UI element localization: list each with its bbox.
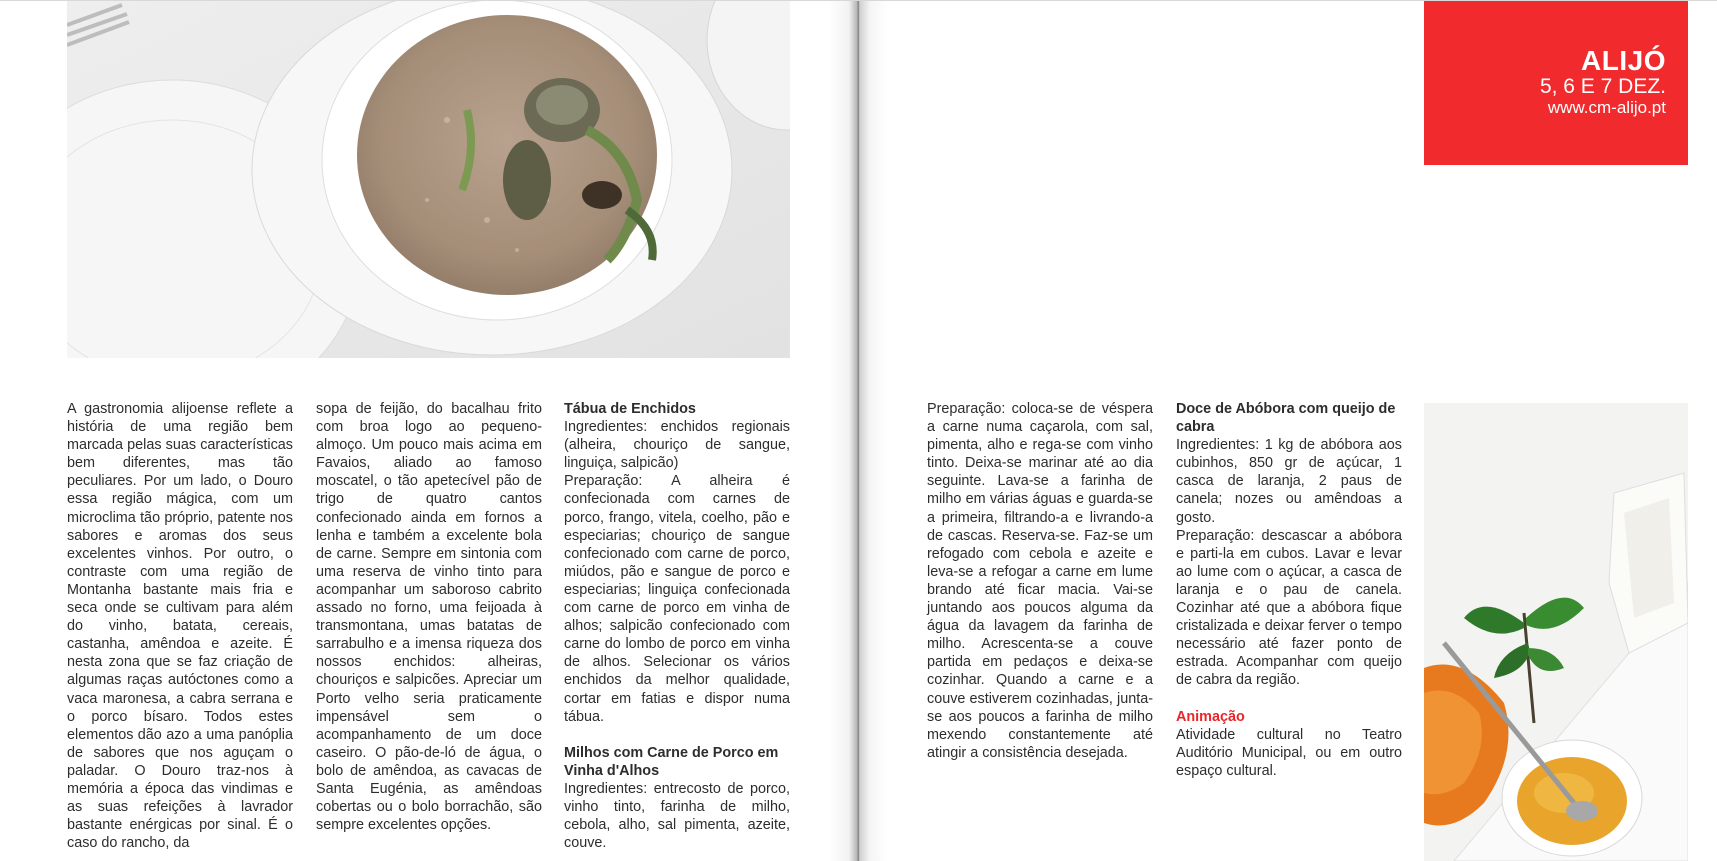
event-url[interactable]: www.cm-alijo.pt [1547, 98, 1666, 117]
right-page [858, 0, 1717, 861]
recipe-prep-doce: Preparação: descascar a abóbora e parti-la em cubos. Lavar e levar ao lume com o açúcar, a casca de laranja e o pau de canela. Cozinhar até que a abóbora fique cristalizada e deixar ferver o tempo necessário até fazer ponto de estrada. Acompanhar com queijo de cabra da região. [1176, 527, 1402, 689]
intro-column-1 [67, 400, 293, 852]
recipe-title-milhos: Milhos com Carne de Porco em Vinha d'Alhos [564, 744, 779, 779]
intro-column-2 [316, 400, 542, 834]
animacao-heading: Animação [1176, 708, 1245, 725]
recipe-prep-tabua: Preparação: A alheira é confecionada com carnes de porco, frango, vitela, coelho, pão e especiarias; chouriço de sangue confecionado com carne de porco, miúdos, pão e sangue de porco e especiarias; linguiça confecionada com carne de porco em vinha de alhos; salpicão confecionado com carne do lombo de porco em vinha de alhos. Selecionar os vários enchidos da melhor qualidade, cortar em fatias e dispor numa tábua. [564, 473, 790, 725]
intro-text-part2: sopa de feijão, do bacalhau frito com broa logo ao pequeno-almoço. Um pouco mais acima em Favaios, aliado ao famoso moscatel, o tão apetecível pão de trigo de quatro cantos confecionado ainda em fornos a lenha e também a excelente bola de carne. Sempre em sintonia com uma reserva de vinho tinto para acompanhar um saboroso cabrito assado no forno, uma feijoada à transmontana, umas batatas de sarrabulho e a imensa riqueza dos nossos enchidos: alheiras, chouriços e salpicões. Apreciar um Porto velho seria praticamente impensável sem o acompanhamento de um doce caseiro. O pão-de-ló de água, o bolo de amêndoa, as cavacas de Santa Eugénia, as amêndoas cobertas ou o bolo borrachão, são sempre excelentes opções. [316, 401, 542, 834]
event-badge [1424, 0, 1688, 165]
recipe-title-doce-abobora: Doce de Abóbora com queijo de cabra [1176, 401, 1396, 436]
animacao-text: Atividade cultural no Teatro Auditório Municipal, ou em outro espaço cultural. [1176, 726, 1402, 779]
recipe-ingredients-tabua: Ingredientes: enchidos regionais (alheira, chouriço de sangue, linguiça, salpicão) [564, 419, 790, 472]
recipe-column-2 [927, 400, 1153, 762]
recipe-ingredients-milhos: Ingredientes: entrecosto de porco, vinho tinto, farinha de milho, cebola, alho, sal pimenta, azeite, couve. [564, 780, 790, 852]
recipe-title-tabua-enchidos: Tábua de Enchidos [564, 401, 696, 417]
recipe-column-3 [1176, 400, 1402, 780]
recipe-column-1 [564, 400, 790, 852]
event-dates: 5, 6 E 7 DEZ. [1539, 75, 1666, 98]
recipe-ingredients-doce: Ingredientes: 1 kg de abóbora aos cubinhos, 850 gr de açúcar, 1 casca de laranja, 2 paus de canela; nozes ou amêndoas a gosto. [1176, 437, 1402, 526]
left-page [0, 0, 858, 861]
dish-photo [67, 0, 790, 358]
top-divider [0, 0, 1717, 1]
event-city: ALIJÓ [1581, 45, 1666, 76]
dessert-photo [1424, 403, 1688, 861]
intro-text-part1: A gastronomia alijoense reflete a história de uma região bem marcada pelas suas características bem diferentes, mas tão peculiares. Por um lado, o Douro essa região mágica, com um microclima tão próprio, patente nos sabores e aromas dos seus excelentes vinhos. Por outro, o contraste com uma região de Montanha bastante mais fria e seca onde se cultivam para além do vinho, batata, cereais, castanha, amêndoa e azeite. É nesta zona que se faz criação de algumas raças autóctones como a vaca maronesa, a cabra serrana e o porco bísaro. Todos estes elementos dão azo a uma panóplia de sabores que nos aguçam o paladar. O Douro traz-nos à memória a época das vindimas e as suas refeições à lavrador bastante enérgicas por sinal. É o caso do rancho, da [67, 401, 293, 852]
recipe-prep-milhos: Preparação: coloca-se de véspera a carne numa caçarola, com sal, pimenta, alho e rega-se com vinho tinto. Deixa-se marinar até ao dia seguinte. Lava-se a farinha de milho em várias águas e guarda-se a primeira, filtrando-a e livrando-a de cascas. Reserva-se. Faz-se um refogado com cebola e azeite e leva-se a refogar a carne em lume brando até ficar macia. Vai-se juntando aos poucos alguma da água da lavagem da farinha de milho. Acrescenta-se a couve partida em pedaços e deixa-se cozinhar. Quando a carne e a couve estiverem cozinhadas, junta-se aos poucos a farinha de milho mexendo constantemente até atingir a consistência desejada. [927, 401, 1153, 761]
